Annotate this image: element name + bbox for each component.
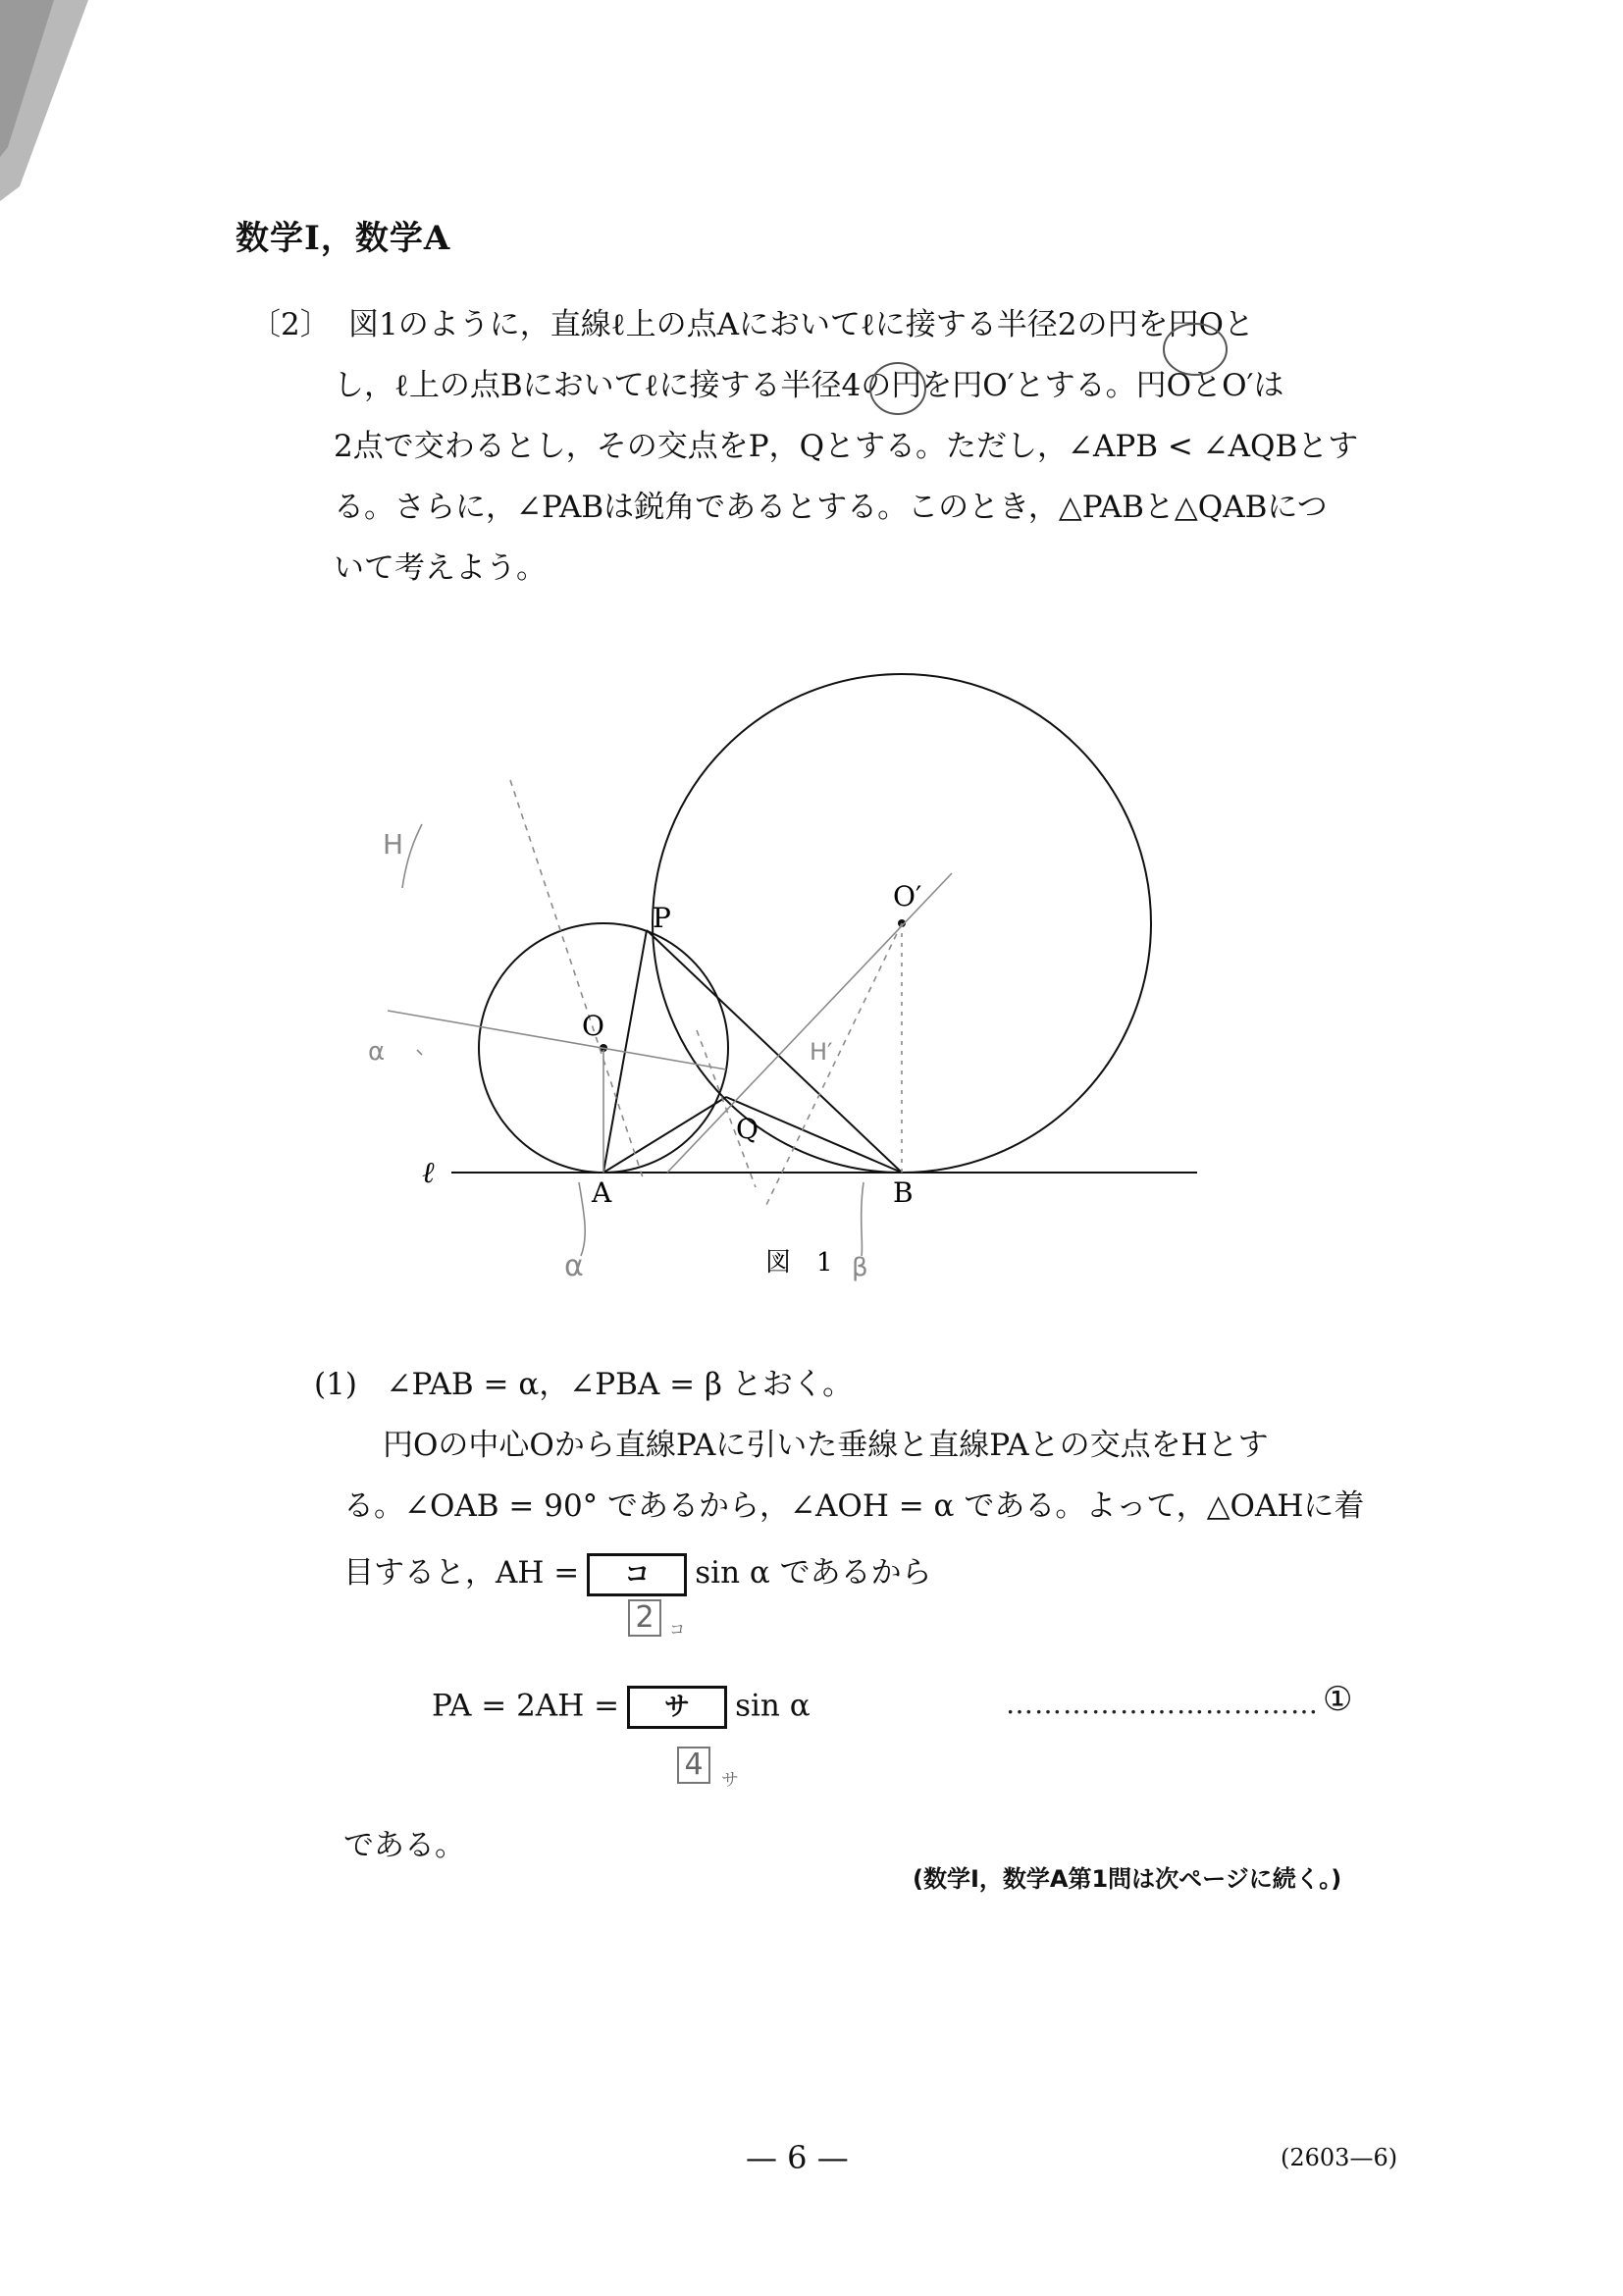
label-Q: Q: [736, 1113, 759, 1145]
answer-box-sa[interactable]: サ: [627, 1686, 727, 1729]
geometry-figure: [368, 657, 1227, 1305]
handwritten-ko-mark: コ: [669, 1620, 686, 1639]
label-O-prime: O′: [893, 880, 922, 913]
problem-line: る。さらに，∠PABは鋭角であるとする。このとき，△PABと△QABにつ: [334, 490, 1328, 525]
segment-AQ: [603, 1097, 726, 1173]
label-B: B: [893, 1176, 914, 1209]
handwritten-sa-mark: サ: [721, 1770, 739, 1791]
handwritten-alpha-2: α: [564, 1249, 584, 1283]
problem-line: いて考えよう。: [334, 550, 547, 586]
handwritten-answer-ko: 2: [628, 1599, 661, 1637]
label-P: P: [653, 902, 671, 934]
continue-note: (数学Ⅰ，数学A第1問は次ページに続く。): [913, 1865, 1342, 1893]
page-number: — 6 —: [746, 2139, 849, 2176]
equation-ref: ①: [1323, 1680, 1353, 1719]
section-header: 数学Ⅰ，数学A: [236, 219, 451, 258]
handwritten-alpha: α: [368, 1037, 386, 1067]
leader-dots: ……………………………: [1006, 1688, 1319, 1720]
handwritten-circle-mark: [864, 351, 932, 420]
answer-box-ko[interactable]: コ: [587, 1553, 687, 1596]
handwritten-beta: β: [852, 1253, 868, 1282]
sub1-text-1: ∠PAB = α，∠PBA = β とおく。: [386, 1367, 854, 1402]
sub1-text-4a: 目すると，AH =: [343, 1555, 580, 1591]
problem-line: し，ℓ上の点Bにおいてℓに接する半径4の円を円O′とする。円OとO′は: [334, 368, 1284, 403]
problem-number: 〔2〕: [250, 307, 331, 342]
figure-caption: 図 1: [765, 1248, 833, 1278]
subquestion-1: [314, 1354, 1393, 1603]
handwritten-H-prime: H′: [810, 1038, 833, 1066]
sub1-line-1: [314, 1354, 1393, 1415]
label-A: A: [592, 1176, 612, 1209]
label-line-l: ℓ: [422, 1156, 435, 1190]
equation-1: [432, 1686, 811, 1729]
pencil-annotations: [388, 780, 952, 1256]
handwritten-answer-sa: 4: [677, 1747, 710, 1784]
label-O: O: [582, 1010, 604, 1042]
handwritten-circle-mark: [1158, 312, 1236, 381]
problem-line: 図1のように，直線ℓ上の点Aにおいてℓに接する半径2の円を円Oと: [348, 307, 1254, 342]
sub1-line-3: る。∠OAB = 90° であるから，∠AOH = α である。よって，△OAHに着: [343, 1488, 1365, 1524]
sub1-number: (1): [314, 1367, 357, 1402]
problem-line: 2点で交わるとし，その交点をP，Qとする。ただし，∠APB < ∠AQBとす: [334, 429, 1359, 464]
scan-corner-shadow: [0, 0, 98, 206]
sub1-line-2: 円Oの中心Oから直線PAに引いた垂線と直線PAとの交点をHとす: [383, 1428, 1269, 1463]
page-code: (2603—6): [1281, 2144, 1398, 2171]
sub1-text-4b: sin α であるから: [695, 1555, 932, 1591]
equation-pre: PA = 2AH =: [432, 1688, 620, 1724]
equation-post: sin α: [735, 1688, 811, 1724]
sub1-line-4: [314, 1542, 1393, 1603]
handwritten-H: H: [383, 828, 404, 861]
tail-text: である。: [343, 1828, 465, 1863]
